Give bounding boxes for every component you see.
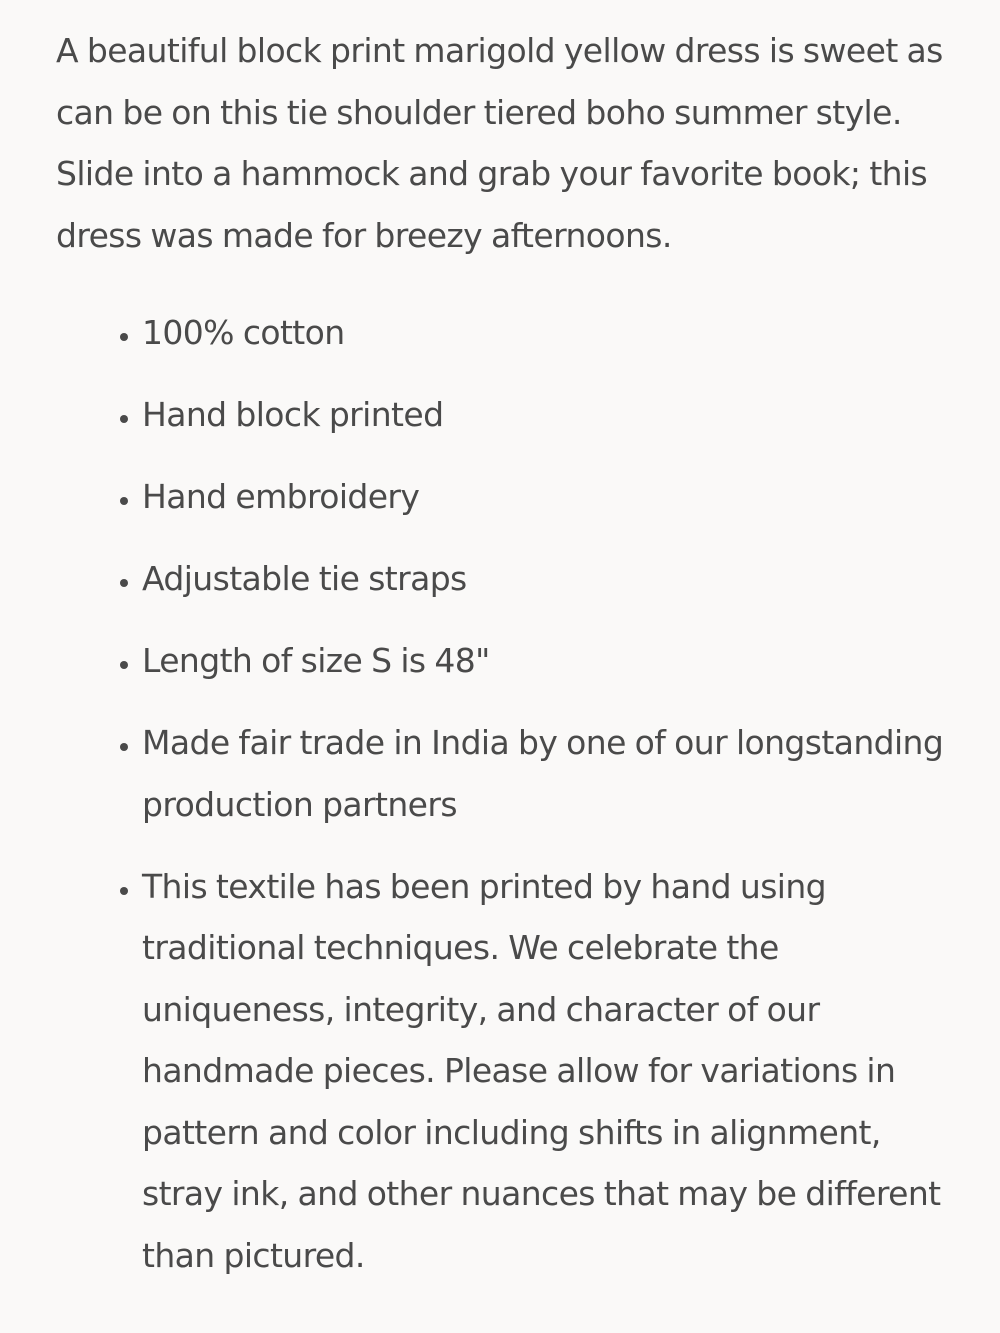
product-description: A beautiful block print marigold yellow dress is sweet as can be on this tie shoulder tiered boho summer style. Slide into a hammock and grab your favorite book; this dress was made for breezy afternoons. xyxy=(56,31,943,255)
feature-item-handmade-note: • This textile has been printed by hand using traditional techniques. We celebrate the uniqueness, integrity, and character of our handmade pieces. Please allow for variations in pattern and color including shifts in alignment, stray ink, and other nuances that may be different than pictured. xyxy=(142,856,944,1287)
feature-item-embroidery: • Hand embroidery xyxy=(142,466,944,528)
feature-item-fair-trade: • Made fair trade in India by one of our longstanding production partners xyxy=(142,712,944,835)
feature-item-block-printed: • Hand block printed xyxy=(142,384,944,446)
feature-item-length: • Length of size S is 48" xyxy=(142,630,944,692)
feature-list xyxy=(56,302,944,1286)
feature-item-cotton: • 100% cotton xyxy=(142,302,944,364)
feature-item-tie-straps: • Adjustable tie straps xyxy=(142,548,944,610)
